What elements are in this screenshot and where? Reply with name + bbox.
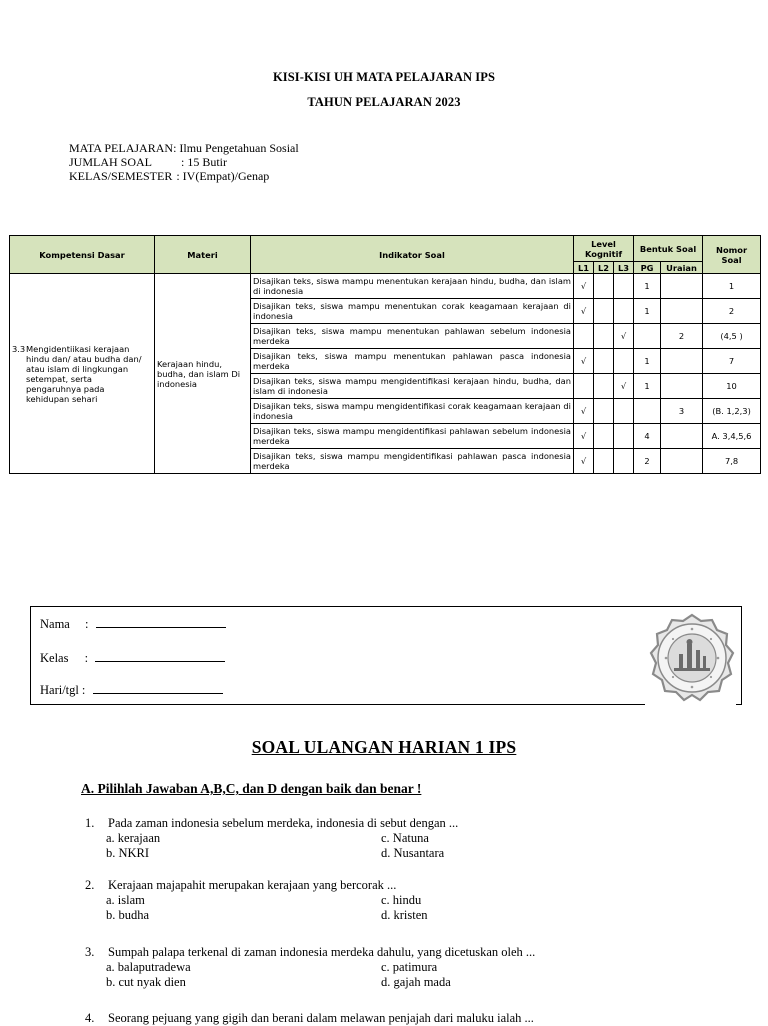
l1-cell xyxy=(574,324,594,349)
question-text: Pada zaman indonesia sebelum merdeka, indonesia di sebut dengan ... xyxy=(108,816,459,830)
section-a-instruction: A. Pilihlah Jawaban A,B,C, dan D dengan baik dan benar ! xyxy=(81,781,422,796)
header-pg: PG xyxy=(634,262,661,274)
l3-cell xyxy=(614,449,634,474)
info-jumlah xyxy=(69,155,299,169)
l3-cell xyxy=(614,299,634,324)
header-materi: Materi xyxy=(155,236,251,274)
question-2 xyxy=(85,878,428,923)
info-mapel-label: MATA PELAJARAN xyxy=(69,141,174,155)
indikator-cell: Disajikan teks, siswa mampu menentukan pahlawan pasca indonesia merdeka xyxy=(251,349,574,374)
hari-blank-line[interactable] xyxy=(93,681,223,694)
l2-cell xyxy=(594,374,614,399)
indikator-cell: Disajikan teks, siswa mampu mengidentifikasi corak keagamaan kerajaan di indonesia xyxy=(251,399,574,424)
option-d[interactable]: d. kristen xyxy=(381,908,428,922)
indikator-cell: Disajikan teks, siswa mampu mengidentifikasi pahlawan pasca indonesia merdeka xyxy=(251,449,574,474)
info-block xyxy=(69,141,299,183)
l2-cell xyxy=(594,399,614,424)
option-d[interactable]: d. Nusantara xyxy=(381,846,445,860)
kelas-separator: : xyxy=(84,651,89,665)
l2-cell xyxy=(594,299,614,324)
option-c[interactable]: c. Natuna xyxy=(381,831,429,845)
l1-cell xyxy=(574,374,594,399)
nomor-cell: 1 xyxy=(703,274,761,299)
pg-cell xyxy=(634,399,661,424)
pg-cell: 1 xyxy=(634,349,661,374)
nomor-cell: 10 xyxy=(703,374,761,399)
uraian-cell xyxy=(661,424,703,449)
nama-separator: : xyxy=(84,617,89,631)
school-seal-icon xyxy=(646,612,738,704)
question-text: Seorang pejuang yang gigih dan berani dalam melawan penjajah dari maluku ialah ... xyxy=(108,1011,534,1025)
header-nomor-soal: Nomor Soal xyxy=(703,236,761,274)
identity-box-bottom-border-right xyxy=(736,704,742,705)
uraian-cell xyxy=(661,349,703,374)
pg-cell: 1 xyxy=(634,299,661,324)
l2-cell xyxy=(594,349,614,374)
indikator-cell: Disajikan teks, siswa mampu menentukan kerajaan hindu, budha, dan islam di indonesia xyxy=(251,274,574,299)
l2-cell xyxy=(594,324,614,349)
nama-label: Nama xyxy=(40,617,70,631)
l3-cell xyxy=(614,399,634,424)
l3-cell xyxy=(614,274,634,299)
nama-blank-line[interactable] xyxy=(96,615,226,628)
info-jumlah-value: : 15 Butir xyxy=(181,155,228,169)
uraian-cell: 3 xyxy=(661,399,703,424)
option-a[interactable]: a. islam xyxy=(106,893,145,907)
kompetensi-dasar-cell xyxy=(10,274,155,474)
l3-cell: √ xyxy=(614,374,634,399)
header-indikator: Indikator Soal xyxy=(251,236,574,274)
nomor-cell: 7 xyxy=(703,349,761,374)
uraian-cell xyxy=(661,299,703,324)
uraian-cell xyxy=(661,274,703,299)
nomor-cell: 2 xyxy=(703,299,761,324)
option-c[interactable]: c. patimura xyxy=(381,960,438,974)
pg-cell: 1 xyxy=(634,274,661,299)
pg-cell: 2 xyxy=(634,449,661,474)
l1-cell: √ xyxy=(574,449,594,474)
l1-cell: √ xyxy=(574,399,594,424)
l1-cell: √ xyxy=(574,424,594,449)
document-subtitle: TAHUN PELAJARAN 2023 xyxy=(307,95,461,109)
uraian-cell xyxy=(661,449,703,474)
header-bentuk-soal: Bentuk Soal xyxy=(634,236,703,262)
info-mapel-value: : Ilmu Pengetahuan Sosial xyxy=(173,141,299,155)
nomor-cell: (4,5 ) xyxy=(703,324,761,349)
header-level-kognitif: Level Kognitif xyxy=(574,236,634,262)
kisi-kisi-table xyxy=(9,235,761,474)
question-3 xyxy=(85,945,535,990)
l1-cell: √ xyxy=(574,274,594,299)
document-title: KISI-KISI UH MATA PELAJARAN IPS xyxy=(272,70,496,84)
info-kelas xyxy=(69,169,299,183)
kd-text: Mengidentiikasi kerajaan hindu dan/ atau budha dan/ atau islam di lingkungan setempat, serta pengaruhnya pada kehidupan sehari xyxy=(26,343,142,404)
option-b[interactable]: b. cut nyak dien xyxy=(106,975,186,989)
nomor-cell: 7,8 xyxy=(703,449,761,474)
question-text: Kerajaan majapahit merupakan kerajaan yang bercorak ... xyxy=(108,878,397,892)
info-mapel xyxy=(69,141,299,155)
uraian-cell: 2 xyxy=(661,324,703,349)
question-number: 2. xyxy=(85,878,95,892)
option-c[interactable]: c. hindu xyxy=(381,893,422,907)
header-kompetensi-dasar: Kompetensi Dasar xyxy=(10,236,155,274)
info-jumlah-label: JUMLAH SOAL xyxy=(69,155,153,169)
header-l1: L1 xyxy=(574,262,594,274)
hari-label: Hari/tgl xyxy=(40,683,79,697)
l2-cell xyxy=(594,274,614,299)
l2-cell xyxy=(594,424,614,449)
l1-cell: √ xyxy=(574,299,594,324)
indikator-cell: Disajikan teks, siswa mampu menentukan corak keagamaan kerajaan di indonesia xyxy=(251,299,574,324)
hari-separator: : xyxy=(81,683,86,697)
question-number: 1. xyxy=(85,816,95,830)
l1-cell: √ xyxy=(574,349,594,374)
pg-cell: 4 xyxy=(634,424,661,449)
table-row xyxy=(10,274,761,299)
option-d[interactable]: d. gajah mada xyxy=(381,975,451,989)
option-a[interactable]: a. balaputradewa xyxy=(106,960,191,974)
indikator-cell: Disajikan teks, siswa mampu mengidentifikasi kerajaan hindu, budha, dan islam di indonesia xyxy=(251,374,574,399)
identity-box-bottom-border xyxy=(30,704,645,705)
indikator-cell: Disajikan teks, siswa mampu menentukan pahlawan sebelum indonesia merdeka xyxy=(251,324,574,349)
l3-cell xyxy=(614,424,634,449)
indikator-cell: Disajikan teks, siswa mampu mengidentifikasi pahlawan sebelum indonesia merdeka xyxy=(251,424,574,449)
l2-cell xyxy=(594,449,614,474)
option-b[interactable]: b. NKRI xyxy=(106,846,150,860)
option-b[interactable]: b. budha xyxy=(106,908,150,922)
exam-title: SOAL ULANGAN HARIAN 1 IPS xyxy=(251,737,517,757)
pg-cell xyxy=(634,324,661,349)
kelas-row xyxy=(40,649,225,666)
nomor-cell: A. 3,4,5,6 xyxy=(703,424,761,449)
kelas-label: Kelas xyxy=(40,651,69,665)
kelas-blank-line[interactable] xyxy=(95,649,225,662)
l3-cell: √ xyxy=(614,324,634,349)
question-number: 4. xyxy=(85,1011,95,1025)
header-uraian: Uraian xyxy=(661,262,703,274)
info-kelas-label: KELAS/SEMESTER xyxy=(69,169,173,183)
question-1 xyxy=(85,816,458,861)
nama-row xyxy=(40,615,226,632)
materi-cell: Kerajaan hindu, budha, dan islam Di indonesia xyxy=(155,274,251,474)
question-number: 3. xyxy=(85,945,95,959)
uraian-cell xyxy=(661,374,703,399)
nomor-cell: (B. 1,2,3) xyxy=(703,399,761,424)
l3-cell xyxy=(614,349,634,374)
option-a[interactable]: a. kerajaan xyxy=(106,831,161,845)
hari-row xyxy=(40,681,223,698)
header-l3: L3 xyxy=(614,262,634,274)
info-kelas-value: : IV(Empat)/Genap xyxy=(176,169,270,183)
kd-number: 3.3 xyxy=(12,343,26,354)
pg-cell: 1 xyxy=(634,374,661,399)
question-text: Sumpah palapa terkenal di zaman indonesia merdeka dahulu, yang dicetuskan oleh ... xyxy=(108,945,536,959)
header-l2: L2 xyxy=(594,262,614,274)
